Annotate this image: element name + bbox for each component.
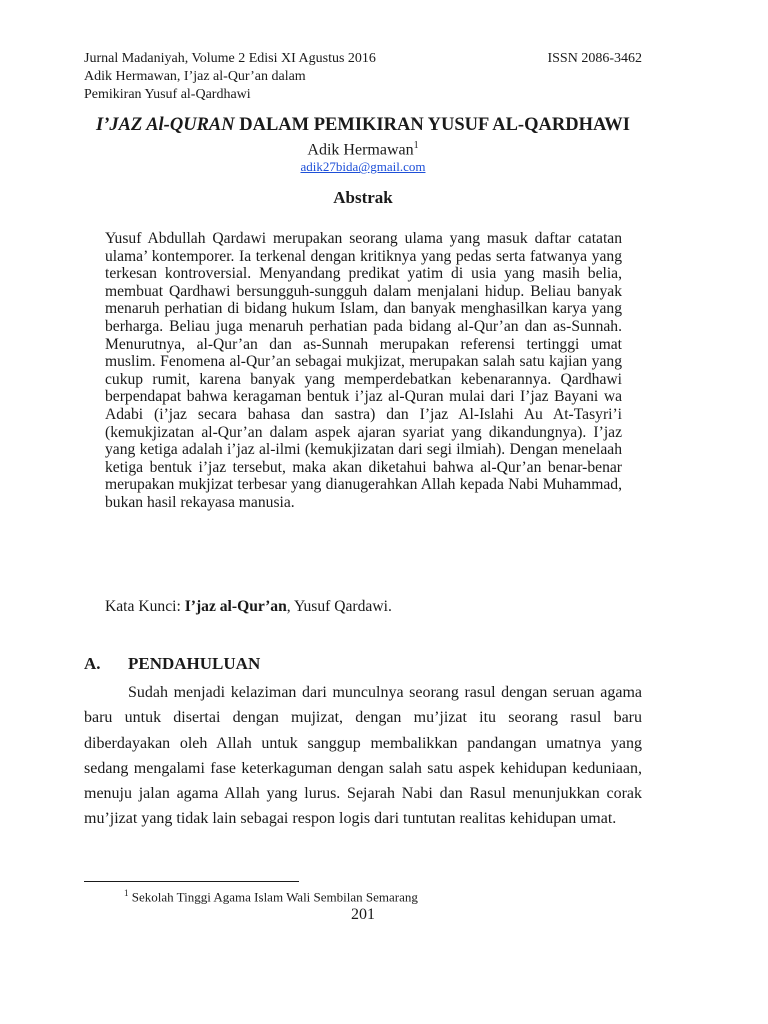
section-title: PENDAHULUAN [128,654,261,673]
section-heading [84,654,260,674]
abstract-text: Yusuf Abdullah Qardawi merupakan seorang ulama yang masuk daftar catatan ulama’ kontemporer. Ia terkenal dengan kritiknya yang pedas serta fatwanya yang terkesan kontroversial. Menyandang predikat yatim di usia yang masih belia, membuat Qardhawi bersungguh-sungguh dalam menjalani hidup. Beliau banyak menaruh perhatian di bidang hukum Islam, dan banyak menghasilkan karya yang berharga. Beliau juga menaruh perhatian pada bidang al-Qur’an dan as-Sunnah. Menurutnya, al-Qur’an dan as-Sunnah merupakan referensi tertinggi umat muslim. Fenomena al-Qur’an sebagai mukjizat, merupakan salah satu kajian yang cukup rumit, karena banyak yang memperdebatkan kebenarannya. Qardhawi berpendapat bahwa keragaman bentuk i’jaz al-Quran mulai dari I’jaz Bayani wa Adabi (i’jaz secara bahasa dan sastra) dan I’jaz Al-Islahi Au At-Tasyri’i (kemukjizatan al-Qur’an dalam aspek ajaran syariat yang dikandungnya). I’jaz yang ketiga adalah i’jaz al-ilmi (kemukjizatan dari segi ilmiah). Dengan menelaah ketiga bentuk i’jaz tersebut, maka akan diketahui bahwa al-Qur’an benar-benar merupakan mukjizat terbesar yang dianugerahkan Allah kepada Nabi Muhammad, bukan hasil rekayasa manusia. [105,230,622,511]
article-title [84,114,642,136]
title-block [84,114,642,175]
article-title-italic: I’JAZ Al-QURAN [96,115,235,135]
keywords [105,598,392,616]
author-email-link[interactable]: adik27bida@gmail.com [300,159,426,175]
footnote-mark: 1 [124,888,129,898]
author-text: Adik Hermawan [307,141,414,159]
running-author: Adik Hermawan, I’jaz al-Qur’an dalam [84,69,306,84]
keywords-rest: , Yusuf Qardawi. [286,598,392,615]
abstract-heading: Abstrak [333,188,393,207]
author-footnote-mark: 1 [413,140,419,151]
footnote-text: Sekolah Tinggi Agama Islam Wali Sembilan Semarang [128,889,418,905]
page-number: 201 [351,906,375,923]
running-title: Pemikiran Yusuf al-Qardhawi [84,87,251,102]
journal-name: Jurnal Madaniyah, Volume 2 Edisi XI Agustus 2016 [84,51,376,66]
header-row [84,50,642,68]
section-number: A. [84,654,101,673]
keywords-term: I’jaz al-Qur’an [184,598,287,615]
intro-paragraph-text: Sudah menjadi kelaziman dari munculnya seorang rasul dengan seruan agama baru untuk disertai dengan mujizat, dengan mu’jizat itu seorang rasul baru diberdayakan oleh Allah untuk sanggup membalikkan pandangan umatnya yang sedang mengalami fase keterkaguman dengan salah satu aspek kehidupan keduniaan, menuju jalan agama Allah yang lurus. Sejarah Nabi dan Rasul menunjukkan corak mu’jizat yang tidak lain sebagai respon logis dari tuntutan realitas kehidupan umat. [84,684,642,828]
article-title-rest: DALAM PEMIKIRAN YUSUF AL-QARDHAWI [234,115,630,135]
footnote [124,888,418,905]
keywords-label: Kata Kunci: [105,598,185,615]
footnote-divider [84,881,299,882]
running-header [84,50,642,104]
author-name [84,136,642,159]
intro-paragraph [84,680,642,832]
issn: ISSN 2086-3462 [547,51,642,66]
